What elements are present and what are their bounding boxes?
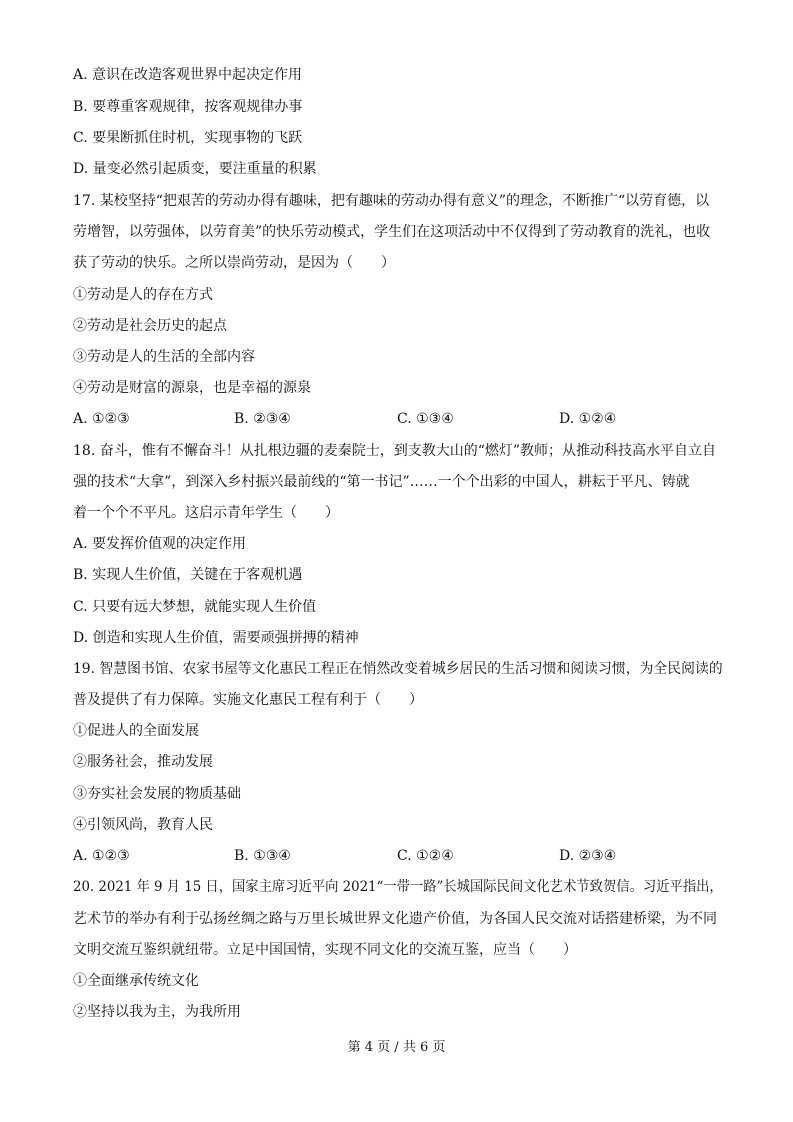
q16-option-d: D. 量变必然引起质变，要注重量的积累 (73, 161, 317, 177)
q17-stem-line-2: 劳增智，以劳强体，以劳育美”的快乐劳动模式，学生们在这项活动中不仅得到了劳动教育的洗礼，也收 (73, 224, 711, 240)
q16-option-a: A. 意识在改造客观世界中起决定作用 (73, 67, 303, 83)
q18-option-d: D. 创造和实现人生价值，需要顽强拼搏的精神 (73, 630, 359, 646)
q19-stem-line-2: 普及提供了有力保障。实施文化惠民工程有利于（ ） (73, 692, 423, 708)
q19-choices (73, 846, 723, 866)
q19-stem-line-1: 19. 智慧图书馆、农家书屋等文化惠民工程正在悄然改变着城乡居民的生活习惯和阅读习惯，为全民阅读的 (73, 661, 723, 677)
q18-option-a: A. 要发挥价值观的决定作用 (73, 536, 247, 552)
q17-choice-b: B. ②③④ (234, 411, 291, 427)
q17-item-2: ②劳动是社会历史的起点 (73, 318, 227, 334)
q18-stem-line-2: 强的技术“大拿”，到深入乡村振兴最前线的“第一书记”……一个个出彩的中国人，耕耘于平凡、铸就 (73, 474, 690, 490)
q19-item-3: ③夯实社会发展的物质基础 (73, 786, 241, 802)
q17-stem-line-1: 17. 某校坚持“把艰苦的劳动办得有趣味，把有趣味的劳动办得有意义”的理念，不断推广“以劳育德，以 (73, 193, 710, 209)
q17-choice-c: C. ①③④ (397, 411, 454, 427)
q19-choice-b: B. ①③④ (234, 848, 291, 864)
q17-item-4: ④劳动是财富的源泉，也是幸福的源泉 (73, 380, 311, 396)
q18-option-c: C. 只要有远大梦想，就能实现人生价值 (73, 599, 317, 615)
q20-item-1: ①全面继承传统文化 (73, 973, 199, 989)
q19-choice-d: D. ②③④ (559, 848, 617, 864)
q19-choice-a: A. ①②③ (73, 848, 130, 864)
q17-choices (73, 409, 723, 429)
q18-stem-line-1: 18. 奋斗，惟有不懈奋斗！从扎根边疆的麦秦院士，到支教大山的“燃灯”教师；从推动科技高水平自立自 (73, 443, 717, 459)
q19-choice-c: C. ①②④ (397, 848, 454, 864)
q20-stem-line-3: 文明交流互鉴织就纽带。立足中国国情，实现不同文化的交流互鉴，应当（ ） (73, 942, 577, 958)
q19-item-4: ④引领风尚，教育人民 (73, 817, 213, 833)
q20-stem-line-1: 20. 2021 年 9 月 15 日，国家主席习近平向 2021“一带一路”长城国际民间文化艺术节致贺信。习近平指出， (73, 879, 723, 895)
q16-option-b: B. 要尊重客观规律，按客观规律办事 (73, 99, 303, 115)
q20-stem-line-2: 艺术节的举办有利于弘扬丝绸之路与万里长城世界文化遗产价值，为各国人民交流对话搭建桥梁，为不同 (73, 911, 717, 927)
q17-item-3: ③劳动是人的生活的全部内容 (73, 349, 255, 365)
q20-item-2: ②坚持以我为主，为我所用 (73, 1004, 241, 1020)
q18-stem-line-3: 着一个个不平凡。这启示青年学生（ ） (73, 505, 339, 521)
q17-item-1: ①劳动是人的存在方式 (73, 287, 213, 303)
q17-stem-line-3: 获了劳动的快乐。之所以崇尚劳动，是因为（ ） (73, 255, 395, 271)
page-footer: 第 4 页 / 共 6 页 (347, 1040, 446, 1055)
q17-choice-a: A. ①②③ (73, 411, 130, 427)
q16-option-c: C. 要果断抓住时机，实现事物的飞跃 (73, 130, 303, 146)
q19-item-2: ②服务社会，推动发展 (73, 754, 213, 770)
q17-choice-d: D. ①②④ (559, 411, 617, 427)
q18-option-b: B. 实现人生价值，关键在于客观机遇 (73, 567, 303, 583)
q19-item-1: ①促进人的全面发展 (73, 723, 199, 739)
